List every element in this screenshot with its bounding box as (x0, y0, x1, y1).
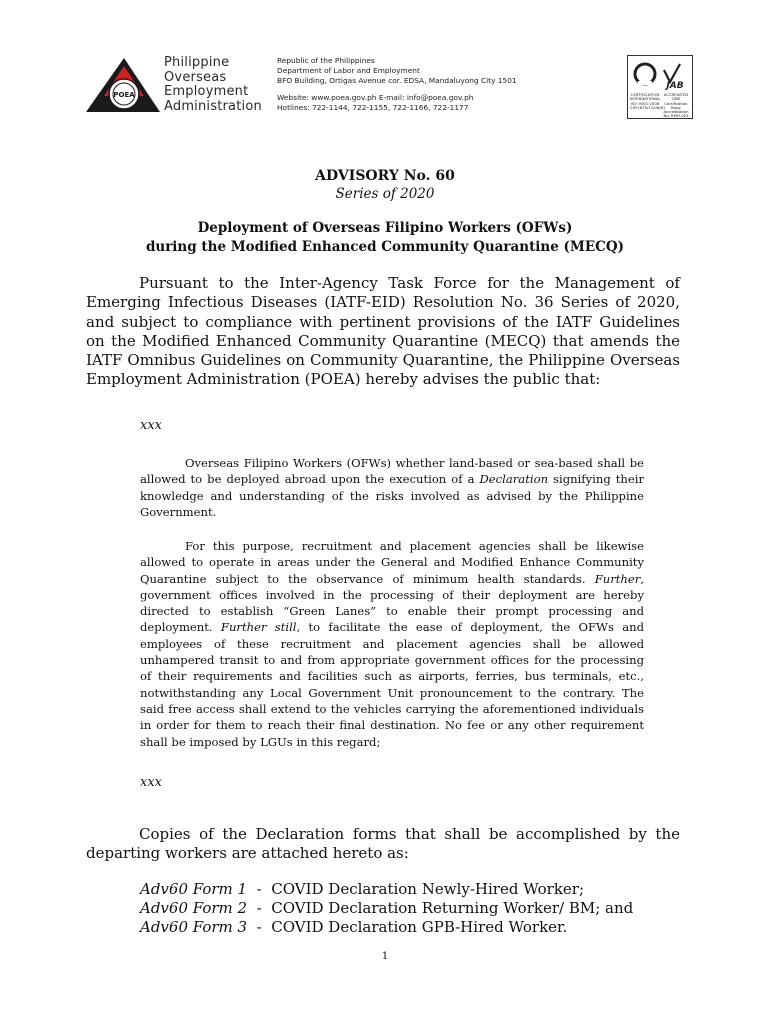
certification-badge (627, 55, 693, 119)
hotlines-line: Hotlines: 722-1144, 722-1155, 722-1166, 722-1177 (277, 102, 469, 112)
quote-emphasis: Further (594, 571, 641, 586)
page-number: 1 (381, 951, 389, 962)
list-item (140, 880, 633, 899)
ellipsis-marker: xxx (140, 418, 162, 433)
advisory-number: ADVISORY No. 60 (315, 168, 455, 184)
website-line: Website: www.poea.gov.ph E-mail: info@poea.gov.ph (277, 92, 474, 102)
form-description: COVID Declaration Returning Worker/ BM; and (271, 899, 634, 917)
cert-right-text: ACCREDITED QMS Certification Body Accreditation No. RMH-003 (663, 92, 689, 119)
form-code: Adv60 Form 1 (140, 880, 248, 898)
form-code: Adv60 Form 3 (140, 918, 248, 936)
form-separator: - (247, 880, 272, 898)
ellipsis-marker: xxx (140, 775, 162, 790)
quote-emphasis: Declaration (479, 472, 549, 487)
jab-logo: JAB (666, 81, 684, 91)
quote-emphasis: Further still (220, 620, 297, 635)
address-line: BFO Building, Ortigas Avenue cor. EDSA, Mandaluyong City 1501 (277, 76, 517, 86)
list-item (140, 899, 633, 918)
form-description: COVID Declaration Newly-Hired Worker; (271, 880, 585, 898)
poea-logo (84, 56, 160, 116)
agency-line: Administration (164, 98, 262, 114)
quote-text: For this purpose, recruitment and placement agencies shall be likewise allowed to operate in areas under the General and Modified Enhance Community Quarantine subject to the observance of minimum health standards. (140, 539, 644, 586)
advisory-subject (0, 219, 770, 256)
forms-list (140, 880, 633, 937)
intro-paragraph: Pursuant to the Inter-Agency Task Force for the Management of Emerging Infectious Diseases (IATF-EID) Resolution No. 36 Series of 2020, and subject to compliance with pertinent provisions of the IATF Guidelines on the Modified Enhanced Community Quarantine (MECQ) that amends the IATF Omnibus Guidelines on Community Quarantine, the Philippine Overseas Employment Administration (POEA) hereby advises the public that: (86, 274, 680, 389)
form-separator: - (247, 918, 272, 936)
agency-line: Philippine (164, 55, 230, 70)
quote-text: , government offices involved in the processing of their deployment are hereby directed to establish “Green Lanes” to enable their prompt processing and deployment. (140, 571, 644, 635)
list-item (140, 918, 633, 937)
advisory-title (0, 167, 770, 203)
logo-text: POEA (113, 91, 135, 99)
quote-text: , to facilitate the ease of deployment, the OFWs and employees of these recruitment and placement agencies shall be allowed unhampered transit to and from appropriate government offices for the processing of their requirements and facilities such as airports, ferries, bus terminals, etc., notwithstanding any Local Government Unit pronouncement to the contrary. The said free access shall extend to the vehicles carrying the aforementioned individuals in order for them to reach their final destination. No fee or any other requirement shall be imposed by LGUs in this regard; (140, 620, 644, 749)
agency-line: Employment (164, 84, 249, 99)
advisory-series: Series of 2020 (335, 186, 435, 202)
form-code: Adv60 Form 2 (140, 899, 248, 917)
republic-line: Republic of the Philippines (277, 56, 375, 65)
forms-paragraph: Copies of the Declaration forms that shall be accomplished by the departing workers are attached hereto as: (86, 825, 680, 863)
agency-line: Overseas (164, 69, 227, 85)
subject-line: during the Modified Enhanced Community Quarantine (MECQ) (145, 238, 625, 255)
form-description: COVID Declaration GPB-Hired Worker. (271, 918, 568, 936)
letterhead-contact (277, 56, 597, 113)
quote-text: Overseas Filipino Workers (OFWs) whether land-based or sea-based shall be allowed to be deployed abroad upon the execution of a (140, 456, 644, 487)
quoted-paragraph (140, 538, 644, 750)
quoted-paragraph (140, 455, 644, 520)
cert-left-text: CERTIFICATION INTERNATIONAL ISO 9001:2008 CIP/1675/12/08/61 (630, 92, 666, 110)
subject-line: Deployment of Overseas Filipino Workers (OFWs) (197, 220, 573, 236)
quote-text: signifying their knowledge and understanding of the risks involved as advised by the Philippine Government. (140, 472, 644, 519)
form-separator: - (247, 899, 272, 917)
department-line: Department of Labor and Employment (277, 66, 420, 76)
agency-name (164, 56, 274, 114)
